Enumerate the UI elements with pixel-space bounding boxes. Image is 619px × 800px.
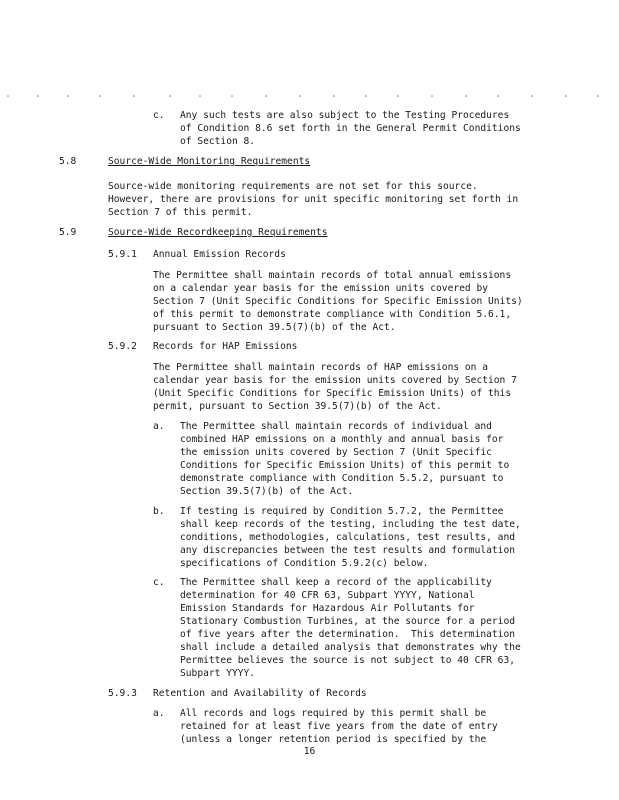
section-number: 5.9 [59,227,77,238]
paragraph-line: conditions, methodologies, calculations, test results, and [180,532,516,543]
paragraph-line: The Permittee shall maintain records of HAP emissions on a [153,362,489,373]
paragraph-line: Emission Standards for Hazardous Air Pollutants for [180,603,475,614]
paragraph-line: of Section 8. [180,136,256,147]
paragraph-line: (Unit Specific Conditions for Specific Emission Units) of this [153,388,512,399]
paragraph-line: pursuant to Section 39.5(7)(b) of the Act. [153,322,396,333]
paragraph-line: permit, pursuant to Section 39.5(7)(b) of the Act. [153,401,442,412]
paragraph-line: Conditions for Specific Emission Units) of this permit to [180,460,510,471]
section-heading: Source-Wide Monitoring Requirements [108,156,311,167]
page-number: 16 [303,746,316,757]
paragraph-line: calendar year basis for the emission units covered by Section 7 [153,375,517,386]
paragraph-line: The Permittee shall maintain records of individual and [180,421,492,432]
item-label: c. [153,110,165,121]
subsection-number: 5.9.1 [108,249,137,260]
paragraph-line: demonstrate compliance with Condition 5.5.2, pursuant to [180,473,504,484]
paragraph-line: the emission units covered by Section 7 (Unit Specific [180,447,492,458]
paragraph-line: of five years after the determination. This determination [180,629,516,640]
paragraph-line: shall keep records of the testing, including the test date, [180,519,521,530]
paragraph-line: specifications of Condition 5.9.2(c) below. [180,558,429,569]
section-number: 5.8 [59,156,77,167]
paragraph-line: Section 7 of this permit. [108,207,253,218]
paragraph-line: Section 39.5(7)(b) of the Act. [180,486,354,497]
item-label: a. [153,421,165,432]
subsection-number: 5.9.2 [108,341,137,352]
paragraph-line: Any such tests are also subject to the Testing Procedures [180,110,510,121]
header-dot-row [0,93,619,99]
paragraph-line: any discrepancies between the test results and formulation [180,545,516,556]
subsection-heading: Retention and Availability of Records [153,688,367,699]
section-heading: Source-Wide Recordkeeping Requirements [108,227,328,238]
paragraph-line: The Permittee shall keep a record of the applicability [180,577,492,588]
paragraph-line: Source-wide monitoring requirements are not set for this source. [108,181,478,192]
paragraph-line: determination for 40 CFR 63, Subpart YYYY, National [180,590,475,601]
item-label: c. [153,577,165,588]
item-label: a. [153,708,165,719]
subsection-heading: Annual Emission Records [153,249,286,260]
paragraph-line: Section 7 (Unit Specific Conditions for Specific Emission Units) [153,296,523,307]
paragraph-line: combined HAP emissions on a monthly and annual basis for [180,434,504,445]
paragraph-line: Stationary Combustion Turbines, at the source for a period [180,616,516,627]
paragraph-line: shall include a detailed analysis that demonstrates why the [180,642,521,653]
subsection-heading: Records for HAP Emissions [153,341,298,352]
paragraph-line: All records and logs required by this permit shall be [180,708,487,719]
paragraph-line: If testing is required by Condition 5.7.2, the Permittee [180,506,504,517]
paragraph-line: of Condition 8.6 set forth in the General Permit Conditions [180,123,521,134]
paragraph-line: of this permit to demonstrate compliance with Condition 5.6.1, [153,309,512,320]
paragraph-line: Subpart YYYY. [180,668,256,679]
subsection-number: 5.9.3 [108,688,137,699]
paragraph-line: (unless a longer retention period is specified by the [180,734,487,745]
paragraph-line: on a calendar year basis for the emission units covered by [153,283,489,294]
item-label: b. [153,506,165,517]
paragraph-line: retained for at least five years from the date of entry [180,721,498,732]
paragraph-line: Permittee believes the source is not subject to 40 CFR 63, [180,655,516,666]
paragraph-line: However, there are provisions for unit specific monitoring set forth in [108,194,519,205]
paragraph-line: The Permittee shall maintain records of total annual emissions [153,270,512,281]
